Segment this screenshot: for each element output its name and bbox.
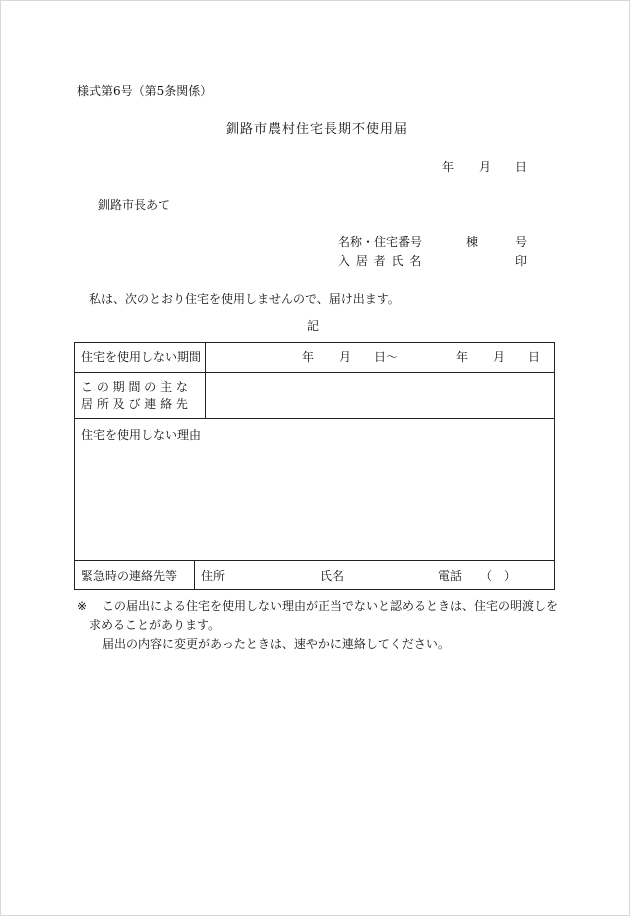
resident-name-label: 入 居 者 氏 名 <box>338 254 423 268</box>
phone-parentheses: （ ） <box>480 569 517 583</box>
period-month-from: 月 <box>339 350 352 364</box>
note-line-3: 届出の内容に変更があったときは、速やかに連絡してください。 <box>102 637 450 651</box>
record-heading: 記 <box>307 319 320 333</box>
document-title: 釧路市農村住宅長期不使用届 <box>226 122 409 137</box>
period-month-to: 月 <box>493 350 506 364</box>
date-day: 日 <box>515 160 528 174</box>
phone-label: 電話 <box>438 569 463 583</box>
period-year-from: 年 <box>302 350 315 364</box>
emergency-label: 緊急時の連絡先等 <box>81 569 178 583</box>
form-number: 様式第6号（第5条関係） <box>77 84 213 98</box>
table-column-divider <box>194 560 195 590</box>
number-unit: 号 <box>515 235 528 249</box>
table-column-divider <box>205 343 206 418</box>
period-day-from: 日〜 <box>374 350 399 364</box>
applicant-name-label: 名称・住宅番号 <box>338 235 423 249</box>
table-row-divider <box>75 560 554 561</box>
form-table <box>74 342 555 590</box>
residence-label-line1: こ の 期 間 の 主 な <box>81 380 188 394</box>
residence-label-line2: 居 所 及 び 連 絡 先 <box>81 397 188 411</box>
note-line-2: 求めることがあります。 <box>89 618 221 632</box>
seal-mark: 印 <box>515 254 528 268</box>
table-row-divider <box>75 372 554 373</box>
building-unit: 棟 <box>466 235 479 249</box>
table-row-divider <box>75 418 554 419</box>
addressee: 釧路市長あて <box>98 198 171 212</box>
period-day-to: 日 <box>528 350 541 364</box>
reason-label: 住宅を使用しない理由 <box>81 428 202 442</box>
period-year-to: 年 <box>456 350 469 364</box>
date-year: 年 <box>442 160 455 174</box>
address-label: 住所 <box>201 569 226 583</box>
note-mark: ※ <box>77 599 88 613</box>
period-label: 住宅を使用しない期間 <box>81 350 202 364</box>
date-month: 月 <box>479 160 492 174</box>
contact-name-label: 氏名 <box>320 569 345 583</box>
note-line-1: この届出による住宅を使用しない理由が正当でないと認めるときは、住宅の明渡しを <box>102 599 559 613</box>
statement: 私は、次のとおり住宅を使用しませんので、届け出ます。 <box>89 292 400 306</box>
